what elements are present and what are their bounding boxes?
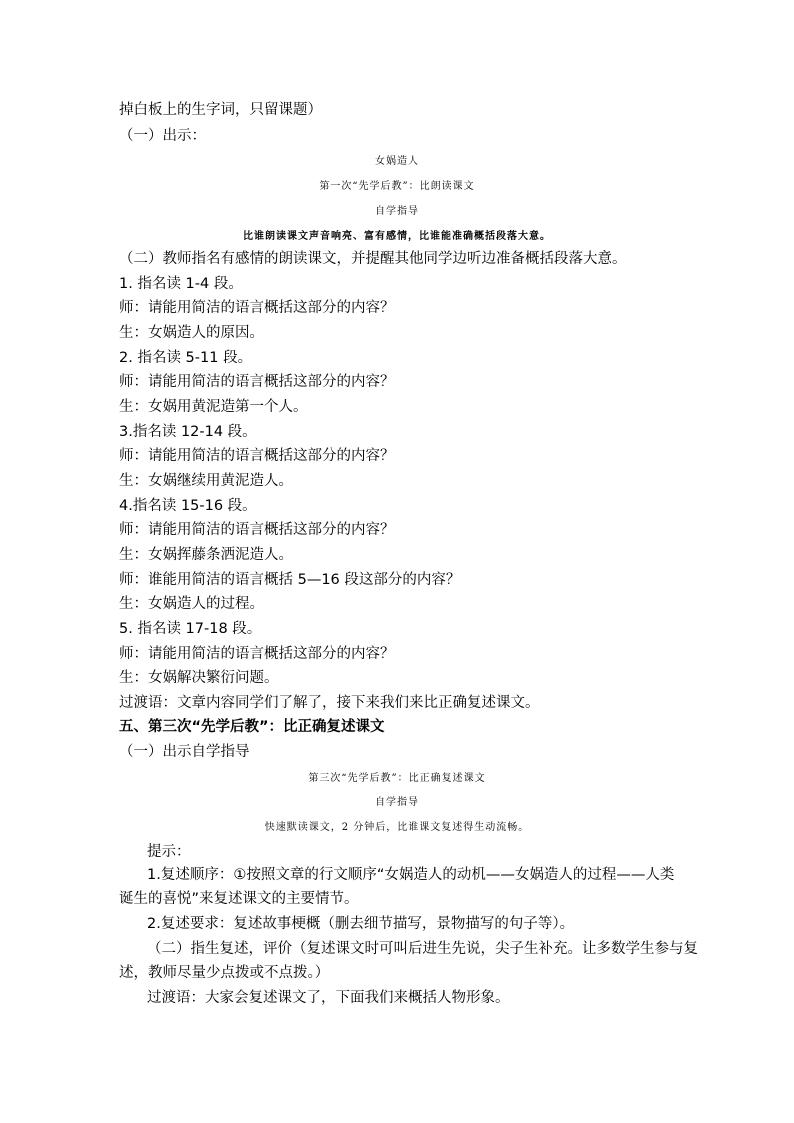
text-line: 师：谁能用简洁的语言概括 5—16 段这部分的内容？ xyxy=(119,572,461,588)
text-line: 1.复述顺序：①按照文章的行文顺序“女娲造人的动机——女娲造人的过程——人类 xyxy=(147,867,675,883)
box-line: 自学指导 xyxy=(375,206,419,217)
section-heading: 五、第三次“先学后教”：比正确复述课文 xyxy=(119,719,385,735)
text-line: （一）出示自学指导 xyxy=(119,744,250,760)
text-line: 提示： xyxy=(147,844,191,860)
text-line: 师：请能用简洁的语言概括这部分的内容？ xyxy=(119,374,395,390)
text-line: （一）出示： xyxy=(119,128,206,144)
text-line: 生：女娲继续用黄泥造人。 xyxy=(119,473,293,489)
text-line: （二）指生复述，评价（复述课文时可叫后进生先说，尖子生补充。让多数学生参与复 xyxy=(147,941,698,957)
box-line: 第一次“先学后教”：比朗读课文 xyxy=(319,181,475,192)
text-line: （二）教师指名有感情的朗读课文，并提醒其他同学边听边准备概括段落大意。 xyxy=(119,251,627,267)
text-line: 诞生的喜悦”来复述课文的主要情节。 xyxy=(119,891,359,907)
text-line: 生：女娲挥藤条洒泥造人。 xyxy=(119,547,293,563)
text-line: 生：女娲解决繁衍问题。 xyxy=(119,670,279,686)
text-line: 师：请能用简洁的语言概括这部分的内容？ xyxy=(119,522,395,538)
text-line: 过渡语：文章内容同学们了解了，接下来我们来比正确复述课文。 xyxy=(119,695,540,711)
box-title: 第三次“先学后教”：比正确复述课文 xyxy=(308,773,486,784)
text-line: 师：请能用简洁的语言概括这部分的内容？ xyxy=(119,646,395,662)
text-line: 3.指名读 12-14 段。 xyxy=(119,424,257,440)
text-line: 述，教师尽量少点拨或不点拨。） xyxy=(119,965,330,981)
box-line: 比谁朗读课文声音响亮、富有感情，比谁能准确概括段落大意。 xyxy=(243,231,551,242)
box-line: 自学指导 xyxy=(375,797,419,808)
text-line: 4.指名读 15-16 段。 xyxy=(119,498,257,514)
text-line: 师：请能用简洁的语言概括这部分的内容？ xyxy=(119,448,395,464)
text-line: 掉白板上的生字词，只留课题） xyxy=(119,102,322,118)
text-line: 过渡语：大家会复述课文了，下面我们来概括人物形象。 xyxy=(147,990,510,1006)
text-line: 5. 指名读 17-18 段。 xyxy=(119,621,262,637)
box-line: 快速默读课文，2 分钟后，比谁课文复述得生动流畅。 xyxy=(264,822,530,833)
text-line: 生：女娲造人的过程。 xyxy=(119,596,264,612)
text-line: 师：请能用简洁的语言概括这部分的内容？ xyxy=(119,300,395,316)
text-line: 2. 指名读 5-11 段。 xyxy=(119,350,253,366)
text-line: 1. 指名读 1-4 段。 xyxy=(119,276,243,292)
text-line: 生：女娲用黄泥造第一个人。 xyxy=(119,399,308,415)
box-title: 女娲造人 xyxy=(375,156,419,167)
text-line: 生：女娲造人的原因。 xyxy=(119,325,264,341)
text-line: 2.复述要求：复述故事梗概（删去细节描写，景物描写的句子等）。 xyxy=(147,916,575,932)
